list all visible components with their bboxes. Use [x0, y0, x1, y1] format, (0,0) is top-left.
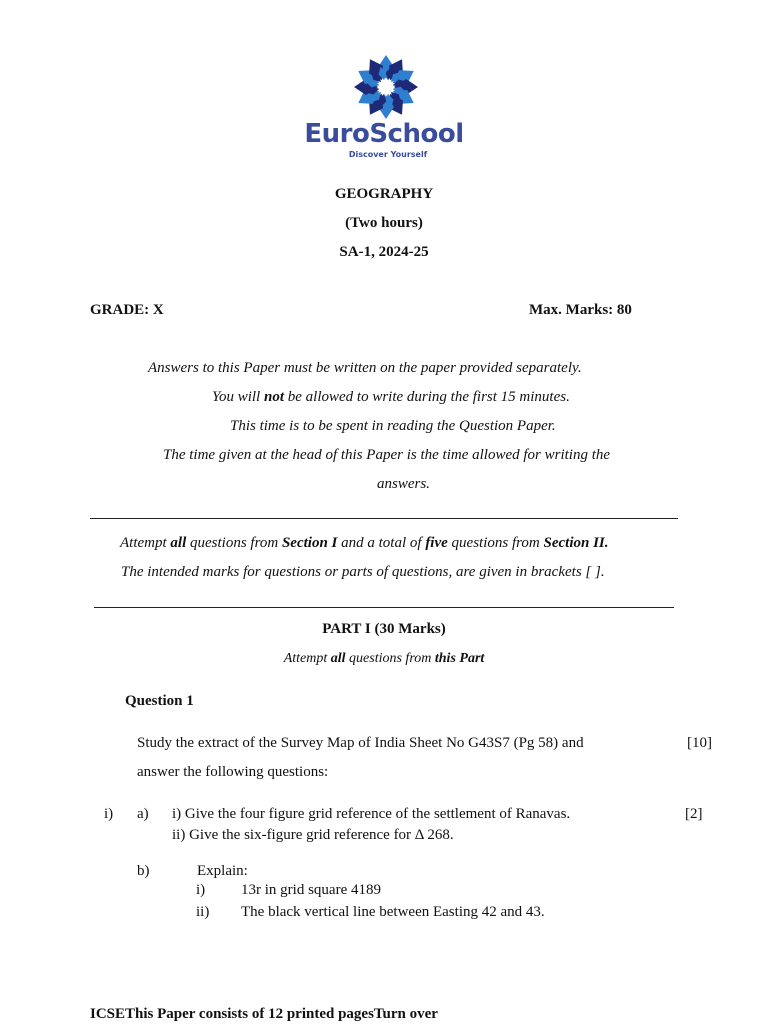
part-b-item-1-number: i) [196, 882, 206, 898]
part-b-item-1: 13r in grid square 4189 [241, 882, 381, 898]
part-a-item-2: ii) Give the six-figure grid reference for Δ 268. [172, 827, 454, 843]
question-label: Question 1 [125, 693, 194, 709]
divider-bottom [94, 607, 674, 608]
duration: (Two hours) [345, 215, 423, 231]
exam-session: SA-1, 2024-25 [339, 244, 429, 260]
logo-brand: EuroSchool [304, 119, 464, 149]
attempt-line: Attempt all questions from Section I and a total of five questions from Section II. [120, 535, 609, 551]
marks-note: The intended marks for questions or parts of questions, are given in brackets [ ]. [121, 564, 605, 580]
part-a-label: a) [137, 806, 149, 822]
subquestion-number: i) [104, 806, 114, 822]
divider-top [90, 518, 678, 519]
instruction-line-3: This time is to be spent in reading the Question Paper. [230, 418, 556, 434]
subject-title: GEOGRAPHY [334, 186, 434, 202]
part-a-item-1: i) Give the four figure grid reference of the settlement of Ranavas. [172, 806, 571, 822]
question-intro-line-1: Study the extract of the Survey Map of India Sheet No G43S7 (Pg 58) and [137, 735, 584, 751]
max-marks: Max. Marks: 80 [529, 302, 632, 318]
instruction-line-4: The time given at the head of this Paper is the time allowed for writing the [163, 447, 611, 463]
instruction-line-2: You will not be allowed to write during the first 15 minutes. [212, 389, 570, 405]
part-b-title: Explain: [197, 863, 248, 879]
part-a-marks: [2] [685, 806, 703, 822]
logo-tagline: Discover Yourself [348, 150, 428, 159]
question-intro-line-2: answer the following questions: [137, 764, 329, 780]
question-total-marks: [10] [687, 735, 712, 751]
euroschool-flower-icon [354, 54, 418, 120]
instruction-line-1: Answers to this Paper must be written on the paper provided separately. [148, 360, 582, 376]
part-b-item-2: The black vertical line between Easting 42 and 43. [241, 904, 545, 920]
part-b-item-2-number: ii) [196, 904, 210, 920]
page-footer: ICSEThis Paper consists of 12 printed pagesTurn over [90, 1006, 438, 1022]
instruction-emphasis-not: not [263, 389, 284, 405]
grade: GRADE: X [90, 302, 164, 318]
part-b-label: b) [137, 863, 150, 879]
part-title: PART I (30 Marks) [322, 621, 446, 637]
instruction-line-5: answers. [377, 476, 430, 492]
part-subtitle: Attempt all questions from this Part [283, 651, 485, 666]
